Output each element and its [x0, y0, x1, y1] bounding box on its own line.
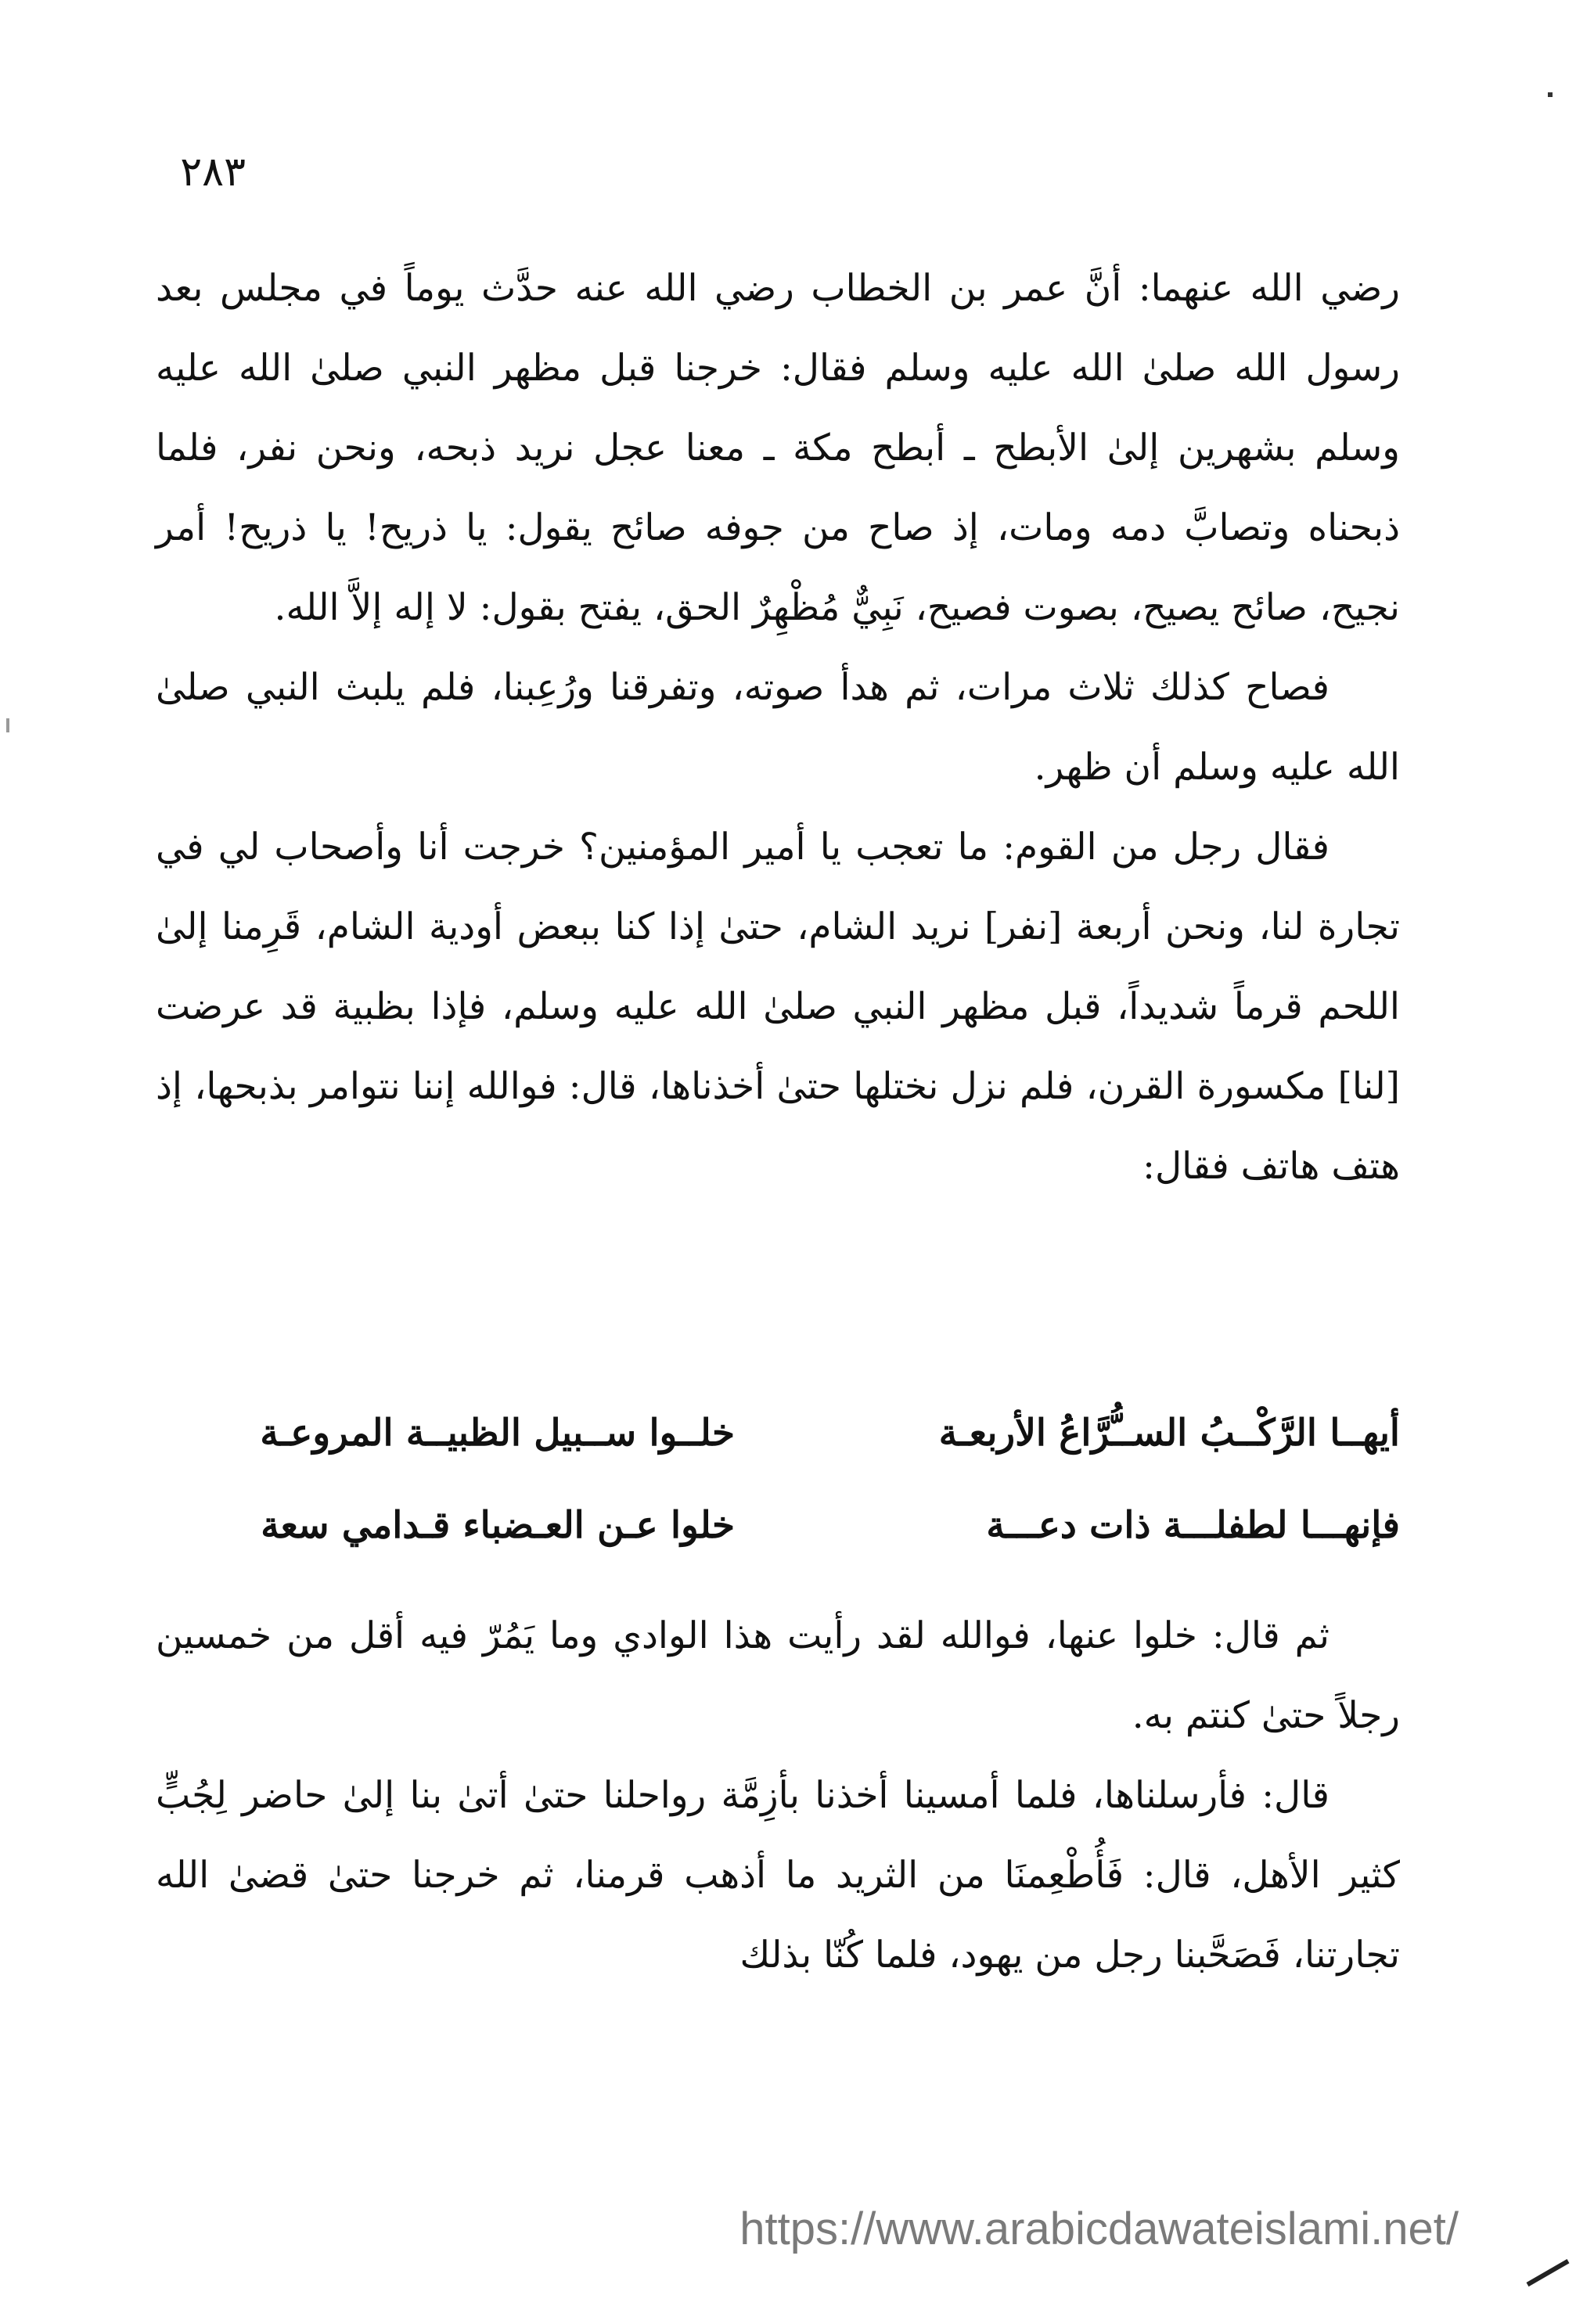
poem-verse-1-second-hemistich: خلــوا ســبيل الظبيــة المروعـة	[260, 1411, 735, 1455]
scan-dot-mark	[1548, 92, 1553, 97]
paragraph-3: فقال رجل من القوم: ما تعجب يا أمير المؤمنين؟ خرجت أنا وأصحاب لي في تجارة لنا، ونحن أربعة [نفر] نريد الشام، حتىٰ إذا كنا ببعض أودية الشام، قَرِمنا إلىٰ اللحم قرماً شديداً، قبل مظهر النبي صلىٰ الله عليه وسلم، فإذا بظبية قد عرضت [لنا] مكسورة القرن، فلم نزل نختلها حتىٰ أخذناها، قال: فوالله إننا نتوامر بذبحها، إذ هتف هاتف فقال:	[156, 826, 1400, 1188]
poem-verse-2	[156, 1479, 1400, 1571]
paragraph-4: ثم قال: خلوا عنها، فوالله لقد رأيت هذا الوادي وما يَمُرّ فيه أقل من خمسين رجلاً حتىٰ كنتم به.	[156, 1614, 1400, 1737]
poem-verse-2-first-hemistich: فإنهـــا لطفلـــة ذات دعـــة	[986, 1503, 1400, 1547]
watermark-url: https://www.arabicdawateislami.net/	[739, 2203, 1459, 2254]
poem-verse-1	[156, 1387, 1400, 1479]
poem-verse-1-first-hemistich: أيهــا الرَّكْــبُ الســُّرَّاعُ الأربعـة	[938, 1411, 1400, 1455]
page-number: ٢٨٣	[180, 149, 246, 196]
poem-verse-2-second-hemistich: خلوا عـن العـضباء قـدامي سعة	[261, 1503, 735, 1547]
paragraph-2: فصاح كذلك ثلاث مرات، ثم هدأ صوته، وتفرقنا ورُعِبنا، فلم يلبث النبي صلىٰ الله عليه وسلم أن ظهر.	[156, 666, 1400, 789]
paragraph-5: قال: فأرسلناها، فلما أمسينا أخذنا بأزِمَّة رواحلنا حتىٰ أتىٰ بنا إلىٰ حاضر لِجُبٍّ كثير الأهل، قال: فَأُطْعِمنَا من الثريد ما أذهب قرمنا، ثم خرجنا حتىٰ قضىٰ الله تجارتنا، فَصَحَّبنا رجل من يهود، فلما كُنّا بذلك	[156, 1774, 1400, 1977]
poem	[156, 1387, 1400, 1571]
scan-corner-mark	[1527, 2259, 1576, 2303]
main-text	[156, 249, 1400, 1207]
scan-edge-mark	[6, 718, 9, 732]
text-after-poem	[156, 1596, 1400, 1995]
paragraph-1: رضي الله عنهما: أنَّ عمر بن الخطاب رضي الله عنه حدَّث يوماً في مجلس بعد رسول الله صلىٰ الله عليه وسلم فقال: خرجنا قبل مظهر النبي صلىٰ الله عليه وسلم بشهرين إلىٰ الأبطح ـ أبطح مكة ـ معنا عجل نريد ذبحه، ونحن نفر، فلما ذبحناه وتصابَّ دمه ومات، إذ صاح من جوفه صائح يقول: يا ذريح! يا ذريح! أمر نجيح، صائح يصيح، بصوت فصيح، نَبِيٌّ مُظْهِرٌ الحق، يفتح بقول: لا إله إلاَّ الله.	[156, 267, 1400, 629]
